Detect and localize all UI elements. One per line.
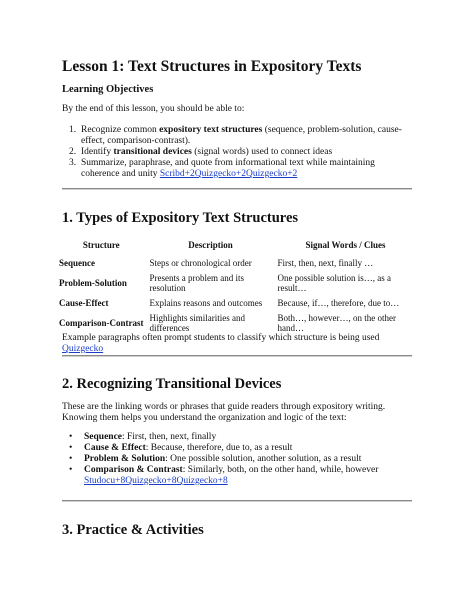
description-cell: Highlights similarities and differences [149,313,245,333]
signals-cell: One possible solution is…, as a result… [277,273,391,293]
list-item-text: : One possible solution, another solution, as a result [165,454,362,464]
objective-text: Summarize, paraphrase, and quote from informational text while maintaining coherence and unity [81,158,375,179]
description-cell: Steps or chronological order [149,258,252,268]
objective-text: Recognize common [81,125,160,135]
column-header-structure: Structure [82,240,120,250]
list-item-text: : Because, therefore, due to, as a result [145,443,293,453]
list-item-term: Sequence [84,432,122,442]
objectives-intro: By the end of this lesson, you should be able to: [62,104,245,114]
objectives-list [62,125,412,180]
column-header-description: Description [188,240,233,250]
section-divider [62,500,412,502]
list-item [62,432,412,443]
table-header-row [56,240,417,253]
list-item [62,454,412,465]
objective-item [62,147,412,158]
objective-number: 3. [69,158,77,168]
list-item-term: Comparison & Contrast [84,465,183,475]
objective-bold: transitional devices [113,147,192,157]
structure-cell: Problem-Solution [59,278,127,288]
objective-number: 2. [69,147,77,157]
objective-item [62,158,412,180]
table-row [56,273,417,293]
objective-number: 1. [69,125,77,135]
structures-table [56,240,417,333]
table-row [56,293,417,313]
list-item-text: : First, then, next, finally [122,432,217,442]
table-row [56,253,417,273]
note-text: Example paragraphs often prompt students to classify which structure is being used [62,333,380,343]
section1-note [62,333,422,355]
bullet-icon: • [69,454,73,464]
section-divider [62,188,412,190]
bullet-icon: • [69,432,73,442]
section1-heading: 1. Types of Expository Text Structures [62,210,299,226]
objective-text: (sequence, problem-solution, cause-effect, comparison-contrast). [81,125,402,146]
description-cell: Presents a problem and its resolution [149,273,244,293]
description-cell: Explains reasons and outcomes [149,298,263,308]
structure-cell: Comparison-Contrast [59,318,144,328]
bullet-icon: • [69,465,73,475]
objective-bold: expository text structures [159,125,263,135]
objective-item [62,125,412,147]
list-item-text: : Similarly, both, on the other hand, while, however [182,465,379,475]
studocu-link[interactable]: Studocu+8Quizgecko+8Quizgecko+8 [84,476,228,486]
quizgecko-link[interactable]: Quizgecko [62,344,104,354]
signals-cell: Because, if…, therefore, due to… [277,298,400,308]
structure-cell: Cause-Effect [59,298,109,308]
source-link[interactable]: Scribd+2Quizgecko+2Quizgecko+2 [159,169,298,179]
lesson-title: Lesson 1: Text Structures in Expository Texts [62,58,362,75]
transitions-list [62,432,412,487]
list-item [62,465,412,487]
section2-heading: 2. Recognizing Transitional Devices [62,376,282,392]
objectives-heading: Learning Objectives [62,84,154,95]
section2-intro: These are the linking words or phrases that guide readers through expository writing. Knowing them helps you understand the organization and logic of the text: [62,402,386,423]
list-item-term: Problem & Solution [84,454,166,464]
section3-heading: 3. Practice & Activities [62,522,204,538]
signals-cell: Both…, however…, on the other hand… [277,313,396,333]
section-divider [62,355,412,357]
column-header-signals: Signal Words / Clues [305,240,386,250]
signals-cell: First, then, next, finally … [277,258,374,268]
list-item [62,443,412,454]
bullet-icon: • [69,443,73,453]
list-item-term: Cause & Effect [84,443,146,453]
structure-cell: Sequence [59,258,95,268]
objective-text: (signal words) used to connect ideas [191,147,333,157]
table-row [56,313,417,333]
objective-text: Identify [81,147,114,157]
